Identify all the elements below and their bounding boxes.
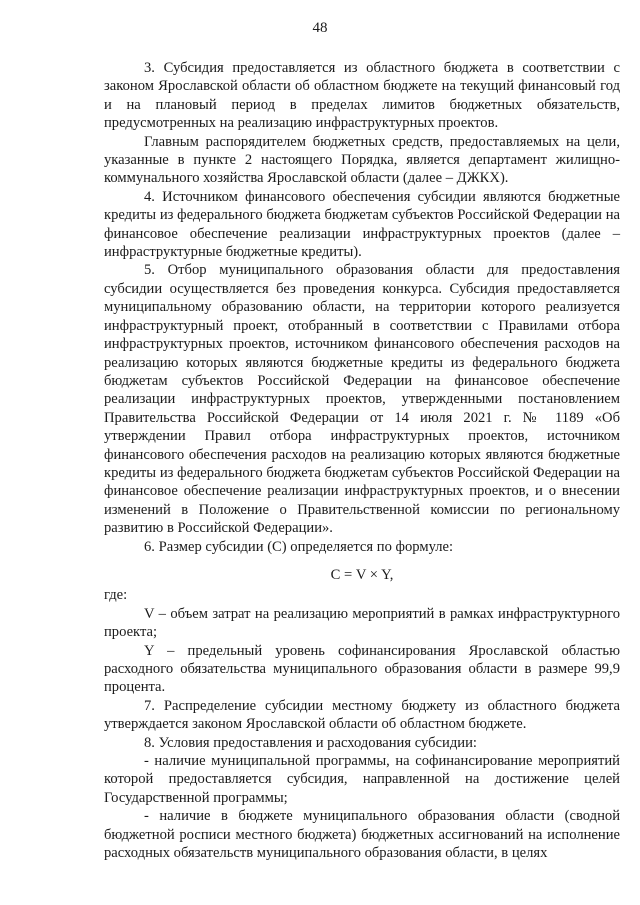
condition-budget-allocations: - наличие в бюджете муниципального образования области (сводной бюджетной росписи местного бюджета) бюджетных ассигнований на исполнение расходных обязательств муниципального образования области, в целях	[104, 808, 620, 862]
paragraph-4: 4. Источником финансового обеспечения субсидии являются бюджетные кредиты из федерального бюджета бюджетам субъектов Российской Федерации на финансовое обеспечение реализации инфраструктурных проектов (далее – инфраструктурные бюджетные кредиты).	[104, 188, 620, 261]
definition-y: Y – предельный уровень софинансирования Ярославской областью расходного обязательства муниципального образования области в размере 99,9 процента.	[104, 642, 620, 696]
page-number: 48	[312, 20, 328, 36]
paragraph-chief-administrator: Главным распорядителем бюджетных средств, предоставляемых на цели, указанные в пункте 2 настоящего Порядка, является департамент жилищно-коммунального хозяйства Ярославской области (далее – ДЖКХ).	[104, 133, 620, 187]
document-body	[104, 59, 620, 862]
formula: С = V × Y,	[330, 566, 394, 583]
paragraph-7: 7. Распределение субсидии местному бюджету из областного бюджета утверждается законом Ярославской области об областном бюджете.	[104, 697, 620, 733]
paragraph-3: 3. Субсидия предоставляется из областного бюджета в соответствии с законом Ярославской области об областном бюджете на текущий финансовый год и на плановый период в пределах лимитов бюджетных обязательств, предусмотренных на реализацию инфраструктурных проектов.	[104, 60, 620, 132]
paragraph-8: 8. Условия предоставления и расходования субсидии:	[144, 734, 477, 751]
condition-municipal-program: - наличие муниципальной программы, на софинансирование мероприятий которой предоставляется субсидия, направленной на достижение целей Государственной программы;	[104, 753, 620, 806]
definition-v: V – объем затрат на реализацию мероприятий в рамках инфраструктурного проекта;	[104, 605, 620, 641]
where-label: где:	[104, 587, 128, 604]
paragraph-5: 5. Отбор муниципального образования области для предоставления субсидии осуществляется без проведения конкурса. Субсидия предоставляется муниципальному образованию области, на территории которого реализуется инфраструктурный проект, отобранный в соответствии с Правилами отбора инфраструктурных проектов, источником финансового обеспечения расходов на реализацию которых являются бюджетные кредиты из федерального бюджета бюджетам субъектов Российской Федерации на финансовое обеспечение реализации инфраструктурных проектов, утвержденными постановлением Правительства Российской Федерации от 14 июля 2021 г. № 1189 «Об утверждении Правил отбора инфраструктурных проектов, источником финансового обеспечения расходов на реализацию которых являются бюджетные кредиты из федерального бюджета бюджетам субъектов Российской Федерации на финансовое обеспечение реализации инфраструктурных проектов, и о внесении изменений в Положение о Правительственной комиссии по региональному развитию в Российской Федерации».	[104, 262, 620, 537]
paragraph-6: 6. Размер субсидии (С) определяется по формуле:	[144, 538, 454, 555]
